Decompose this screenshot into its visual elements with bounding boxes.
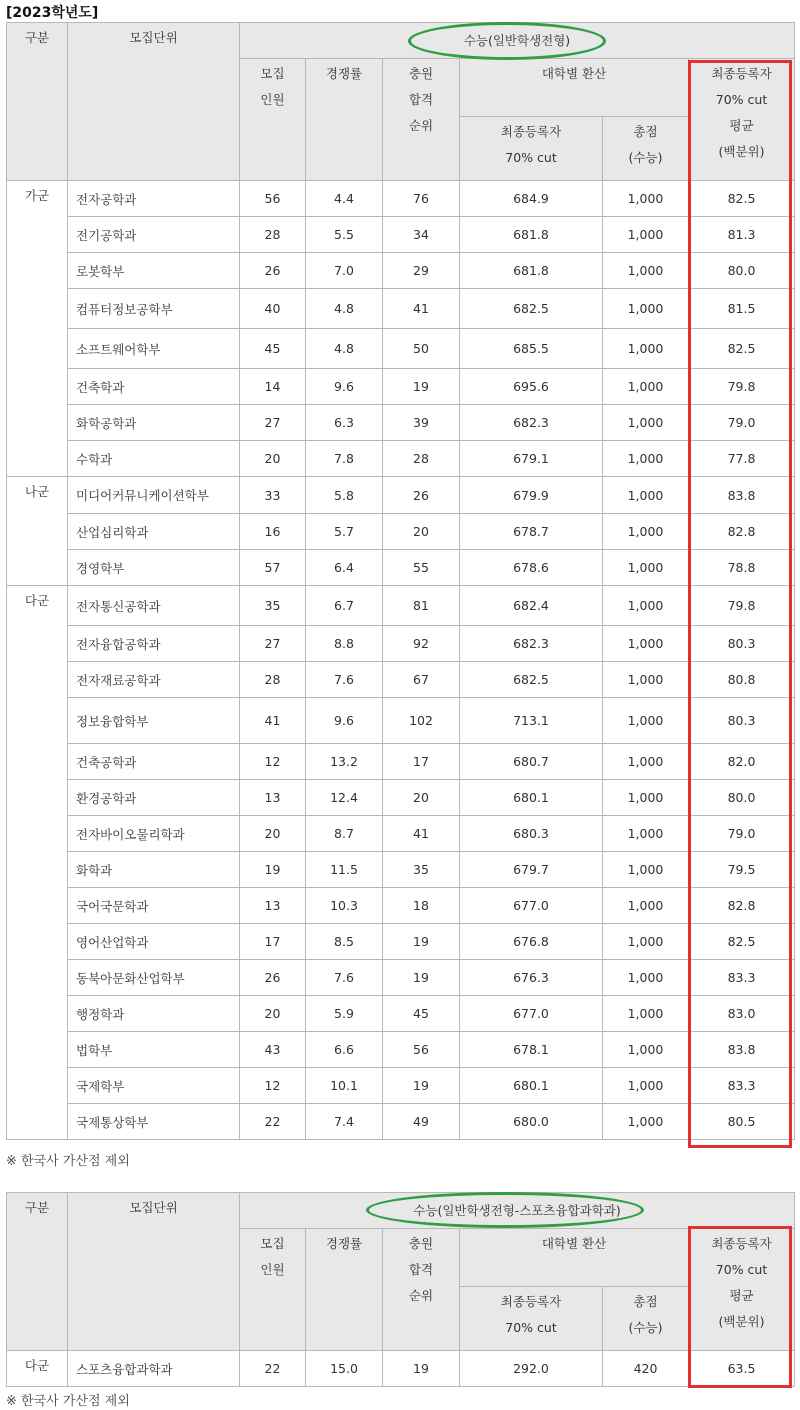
header-recruit: 모집 인원 <box>240 59 306 181</box>
total-score: 420 <box>603 1351 689 1387</box>
recruit-count: 43 <box>240 1032 306 1068</box>
total-score: 1,000 <box>603 329 689 369</box>
unit-name: 산업심리학과 <box>68 514 240 550</box>
fill-rank: 50 <box>383 329 460 369</box>
table-body-sports <box>7 1351 795 1387</box>
percentile-avg: 83.8 <box>689 1032 795 1068</box>
fill-rank: 19 <box>383 369 460 405</box>
competition-rate: 6.7 <box>306 586 383 626</box>
recruit-count: 33 <box>240 477 306 514</box>
percentile-avg: 79.0 <box>689 405 795 441</box>
table-row <box>7 181 795 217</box>
fill-rank: 49 <box>383 1104 460 1140</box>
cut-score: 713.1 <box>460 698 603 744</box>
unit-name: 전자공학과 <box>68 181 240 217</box>
table-row <box>7 852 795 888</box>
table-row <box>7 888 795 924</box>
competition-rate: 10.1 <box>306 1068 383 1104</box>
unit-name: 영어산업학과 <box>68 924 240 960</box>
unit-name: 경영학부 <box>68 550 240 586</box>
total-score: 1,000 <box>603 626 689 662</box>
cut-score: 677.0 <box>460 996 603 1032</box>
percentile-avg: 79.8 <box>689 586 795 626</box>
competition-rate: 7.8 <box>306 441 383 477</box>
header-section-main: 수능(일반학생전형) <box>240 23 795 59</box>
unit-name: 화학과 <box>68 852 240 888</box>
table-row <box>7 996 795 1032</box>
competition-rate: 7.0 <box>306 253 383 289</box>
competition-rate: 8.7 <box>306 816 383 852</box>
total-score: 1,000 <box>603 888 689 924</box>
unit-name: 소프트웨어학부 <box>68 329 240 369</box>
header-cut: 최종등록자 70% cut <box>460 117 603 181</box>
competition-rate: 5.7 <box>306 514 383 550</box>
recruit-count: 22 <box>240 1351 306 1387</box>
percentile-avg: 83.8 <box>689 477 795 514</box>
unit-name: 스포츠융합과학과 <box>68 1351 240 1387</box>
percentile-avg: 80.0 <box>689 253 795 289</box>
percentile-avg: 79.8 <box>689 369 795 405</box>
fill-rank: 92 <box>383 626 460 662</box>
recruit-count: 27 <box>240 626 306 662</box>
competition-rate: 5.8 <box>306 477 383 514</box>
total-score: 1,000 <box>603 662 689 698</box>
competition-rate: 4.8 <box>306 289 383 329</box>
competition-rate: 9.6 <box>306 369 383 405</box>
percentile-avg: 82.8 <box>689 514 795 550</box>
fill-rank: 41 <box>383 816 460 852</box>
percentile-avg: 82.8 <box>689 888 795 924</box>
cut-score: 682.3 <box>460 405 603 441</box>
table-body-main <box>7 181 795 1140</box>
percentile-avg: 77.8 <box>689 441 795 477</box>
group-label: 다군 <box>7 1351 68 1387</box>
competition-rate: 10.3 <box>306 888 383 924</box>
total-score: 1,000 <box>603 816 689 852</box>
fill-rank: 81 <box>383 586 460 626</box>
header-group: 구분 <box>7 23 68 181</box>
fill-rank: 34 <box>383 217 460 253</box>
recruit-count: 40 <box>240 289 306 329</box>
fill-rank: 19 <box>383 1351 460 1387</box>
table-row <box>7 477 795 514</box>
unit-name: 전자바이오물리학과 <box>68 816 240 852</box>
recruit-count: 13 <box>240 780 306 816</box>
recruit-count: 20 <box>240 441 306 477</box>
percentile-avg: 79.5 <box>689 852 795 888</box>
fill-rank: 19 <box>383 960 460 996</box>
table-row <box>7 441 795 477</box>
competition-rate: 5.9 <box>306 996 383 1032</box>
recruit-count: 28 <box>240 662 306 698</box>
cut-score: 676.8 <box>460 924 603 960</box>
cut-score: 678.7 <box>460 514 603 550</box>
cut-score: 680.1 <box>460 780 603 816</box>
cut-score: 678.1 <box>460 1032 603 1068</box>
header-total: 총점 (수능) <box>603 117 689 181</box>
total-score: 1,000 <box>603 780 689 816</box>
percentile-avg: 82.5 <box>689 329 795 369</box>
fill-rank: 20 <box>383 514 460 550</box>
total-score: 1,000 <box>603 441 689 477</box>
competition-rate: 12.4 <box>306 780 383 816</box>
percentile-avg: 81.3 <box>689 217 795 253</box>
unit-name: 건축공학과 <box>68 744 240 780</box>
cut-score: 682.5 <box>460 662 603 698</box>
total-score: 1,000 <box>603 1068 689 1104</box>
unit-name: 법학부 <box>68 1032 240 1068</box>
header-section-sports: 수능(일반학생전형-스포츠융합과학과) <box>240 1193 795 1229</box>
fill-rank: 19 <box>383 1068 460 1104</box>
recruit-count: 12 <box>240 744 306 780</box>
unit-name: 수학과 <box>68 441 240 477</box>
cut-score: 680.7 <box>460 744 603 780</box>
unit-name: 행정학과 <box>68 996 240 1032</box>
fill-rank: 28 <box>383 441 460 477</box>
unit-name: 국제학부 <box>68 1068 240 1104</box>
recruit-count: 19 <box>240 852 306 888</box>
header-total: 총점 (수능) <box>603 1287 689 1351</box>
competition-rate: 8.5 <box>306 924 383 960</box>
cut-score: 695.6 <box>460 369 603 405</box>
admission-table-main <box>6 22 795 1140</box>
total-score: 1,000 <box>603 181 689 217</box>
table-row <box>7 924 795 960</box>
fill-rank: 56 <box>383 1032 460 1068</box>
competition-rate: 4.4 <box>306 181 383 217</box>
table-row <box>7 289 795 329</box>
header-unit: 모집단위 <box>68 1193 240 1351</box>
recruit-count: 12 <box>240 1068 306 1104</box>
percentile-avg: 80.5 <box>689 1104 795 1140</box>
fill-rank: 26 <box>383 477 460 514</box>
table-row <box>7 780 795 816</box>
fill-rank: 39 <box>383 405 460 441</box>
percentile-avg: 63.5 <box>689 1351 795 1387</box>
total-score: 1,000 <box>603 852 689 888</box>
cut-score: 680.3 <box>460 816 603 852</box>
unit-name: 정보융합학부 <box>68 698 240 744</box>
percentile-avg: 83.3 <box>689 1068 795 1104</box>
recruit-count: 35 <box>240 586 306 626</box>
header-recruit: 모집 인원 <box>240 1229 306 1351</box>
cut-score: 681.8 <box>460 253 603 289</box>
unit-name: 건축학과 <box>68 369 240 405</box>
cut-score: 292.0 <box>460 1351 603 1387</box>
unit-name: 컴퓨터정보공학부 <box>68 289 240 329</box>
competition-rate: 6.4 <box>306 550 383 586</box>
table-row <box>7 1032 795 1068</box>
unit-name: 환경공학과 <box>68 780 240 816</box>
unit-name: 전기공학과 <box>68 217 240 253</box>
recruit-count: 26 <box>240 960 306 996</box>
fill-rank: 45 <box>383 996 460 1032</box>
percentile-avg: 82.5 <box>689 924 795 960</box>
total-score: 1,000 <box>603 217 689 253</box>
total-score: 1,000 <box>603 1104 689 1140</box>
total-score: 1,000 <box>603 253 689 289</box>
table-row <box>7 626 795 662</box>
table-row <box>7 329 795 369</box>
competition-rate: 6.6 <box>306 1032 383 1068</box>
recruit-count: 17 <box>240 924 306 960</box>
competition-rate: 5.5 <box>306 217 383 253</box>
fill-rank: 17 <box>383 744 460 780</box>
table-row <box>7 550 795 586</box>
competition-rate: 4.8 <box>306 329 383 369</box>
competition-rate: 7.6 <box>306 960 383 996</box>
unit-name: 전자재료공학과 <box>68 662 240 698</box>
recruit-count: 26 <box>240 253 306 289</box>
percentile-avg: 79.0 <box>689 816 795 852</box>
percentile-avg: 78.8 <box>689 550 795 586</box>
fill-rank: 41 <box>383 289 460 329</box>
cut-score: 682.5 <box>460 289 603 329</box>
recruit-count: 45 <box>240 329 306 369</box>
competition-rate: 11.5 <box>306 852 383 888</box>
competition-rate: 15.0 <box>306 1351 383 1387</box>
competition-rate: 7.4 <box>306 1104 383 1140</box>
total-score: 1,000 <box>603 960 689 996</box>
recruit-count: 27 <box>240 405 306 441</box>
table-row <box>7 514 795 550</box>
fill-rank: 29 <box>383 253 460 289</box>
percentile-avg: 81.5 <box>689 289 795 329</box>
table-row <box>7 369 795 405</box>
fill-rank: 18 <box>383 888 460 924</box>
note-sports: ※ 한국사 가산점 제외 <box>6 1394 130 1409</box>
fill-rank: 76 <box>383 181 460 217</box>
recruit-count: 57 <box>240 550 306 586</box>
competition-rate: 13.2 <box>306 744 383 780</box>
header-unit: 모집단위 <box>68 23 240 181</box>
table-row <box>7 1068 795 1104</box>
total-score: 1,000 <box>603 369 689 405</box>
header-univ-conv: 대학별 환산 <box>460 1229 689 1287</box>
total-score: 1,000 <box>603 586 689 626</box>
unit-name: 미디어커뮤니케이션학부 <box>68 477 240 514</box>
competition-rate: 8.8 <box>306 626 383 662</box>
recruit-count: 56 <box>240 181 306 217</box>
cut-score: 682.3 <box>460 626 603 662</box>
fill-rank: 19 <box>383 924 460 960</box>
total-score: 1,000 <box>603 924 689 960</box>
competition-rate: 7.6 <box>306 662 383 698</box>
group-label: 나군 <box>7 477 68 586</box>
table-row <box>7 586 795 626</box>
total-score: 1,000 <box>603 550 689 586</box>
recruit-count: 28 <box>240 217 306 253</box>
unit-name: 화학공학과 <box>68 405 240 441</box>
cut-score: 682.4 <box>460 586 603 626</box>
cut-score: 676.3 <box>460 960 603 996</box>
total-score: 1,000 <box>603 514 689 550</box>
cut-score: 685.5 <box>460 329 603 369</box>
total-score: 1,000 <box>603 996 689 1032</box>
header-group: 구분 <box>7 1193 68 1351</box>
header-rank: 충원 합격 순위 <box>383 1229 460 1351</box>
admission-table-sports <box>6 1192 795 1387</box>
cut-score: 677.0 <box>460 888 603 924</box>
cut-score: 679.7 <box>460 852 603 888</box>
competition-rate: 9.6 <box>306 698 383 744</box>
table-row <box>7 405 795 441</box>
percentile-avg: 80.8 <box>689 662 795 698</box>
recruit-count: 13 <box>240 888 306 924</box>
table-row <box>7 698 795 744</box>
percentile-avg: 82.0 <box>689 744 795 780</box>
total-score: 1,000 <box>603 744 689 780</box>
header-rank: 충원 합격 순위 <box>383 59 460 181</box>
unit-name: 국제통상학부 <box>68 1104 240 1140</box>
total-score: 1,000 <box>603 289 689 329</box>
table-row <box>7 217 795 253</box>
recruit-count: 16 <box>240 514 306 550</box>
recruit-count: 22 <box>240 1104 306 1140</box>
total-score: 1,000 <box>603 698 689 744</box>
header-competition: 경쟁률 <box>306 1229 383 1351</box>
table-row <box>7 744 795 780</box>
table-row <box>7 253 795 289</box>
table-row <box>7 1104 795 1140</box>
unit-name: 로봇학부 <box>68 253 240 289</box>
fill-rank: 35 <box>383 852 460 888</box>
page-title: [2023학년도] <box>6 5 99 21</box>
recruit-count: 20 <box>240 816 306 852</box>
group-label: 가군 <box>7 181 68 477</box>
percentile-avg: 80.3 <box>689 626 795 662</box>
table-row <box>7 816 795 852</box>
cut-score: 681.8 <box>460 217 603 253</box>
cut-score: 679.9 <box>460 477 603 514</box>
total-score: 1,000 <box>603 477 689 514</box>
unit-name: 전자통신공학과 <box>68 586 240 626</box>
percentile-avg: 82.5 <box>689 181 795 217</box>
percentile-avg: 83.3 <box>689 960 795 996</box>
header-pct: 최종등록자 70% cut 평균 (백분위) <box>689 1229 795 1351</box>
recruit-count: 20 <box>240 996 306 1032</box>
total-score: 1,000 <box>603 405 689 441</box>
percentile-avg: 80.3 <box>689 698 795 744</box>
note-main: ※ 한국사 가산점 제외 <box>6 1154 130 1169</box>
cut-score: 678.6 <box>460 550 603 586</box>
header-cut: 최종등록자 70% cut <box>460 1287 603 1351</box>
cut-score: 680.0 <box>460 1104 603 1140</box>
fill-rank: 20 <box>383 780 460 816</box>
percentile-avg: 80.0 <box>689 780 795 816</box>
fill-rank: 102 <box>383 698 460 744</box>
table-row <box>7 662 795 698</box>
unit-name: 동북아문화산업학부 <box>68 960 240 996</box>
cut-score: 679.1 <box>460 441 603 477</box>
cut-score: 684.9 <box>460 181 603 217</box>
cut-score: 680.1 <box>460 1068 603 1104</box>
total-score: 1,000 <box>603 1032 689 1068</box>
header-competition: 경쟁률 <box>306 59 383 181</box>
unit-name: 전자융합공학과 <box>68 626 240 662</box>
unit-name: 국어국문학과 <box>68 888 240 924</box>
competition-rate: 6.3 <box>306 405 383 441</box>
fill-rank: 55 <box>383 550 460 586</box>
header-univ-conv: 대학별 환산 <box>460 59 689 117</box>
fill-rank: 67 <box>383 662 460 698</box>
table-row <box>7 960 795 996</box>
group-label: 다군 <box>7 586 68 1140</box>
recruit-count: 41 <box>240 698 306 744</box>
percentile-avg: 83.0 <box>689 996 795 1032</box>
recruit-count: 14 <box>240 369 306 405</box>
header-pct: 최종등록자 70% cut 평균 (백분위) <box>689 59 795 181</box>
table-row <box>7 1351 795 1387</box>
